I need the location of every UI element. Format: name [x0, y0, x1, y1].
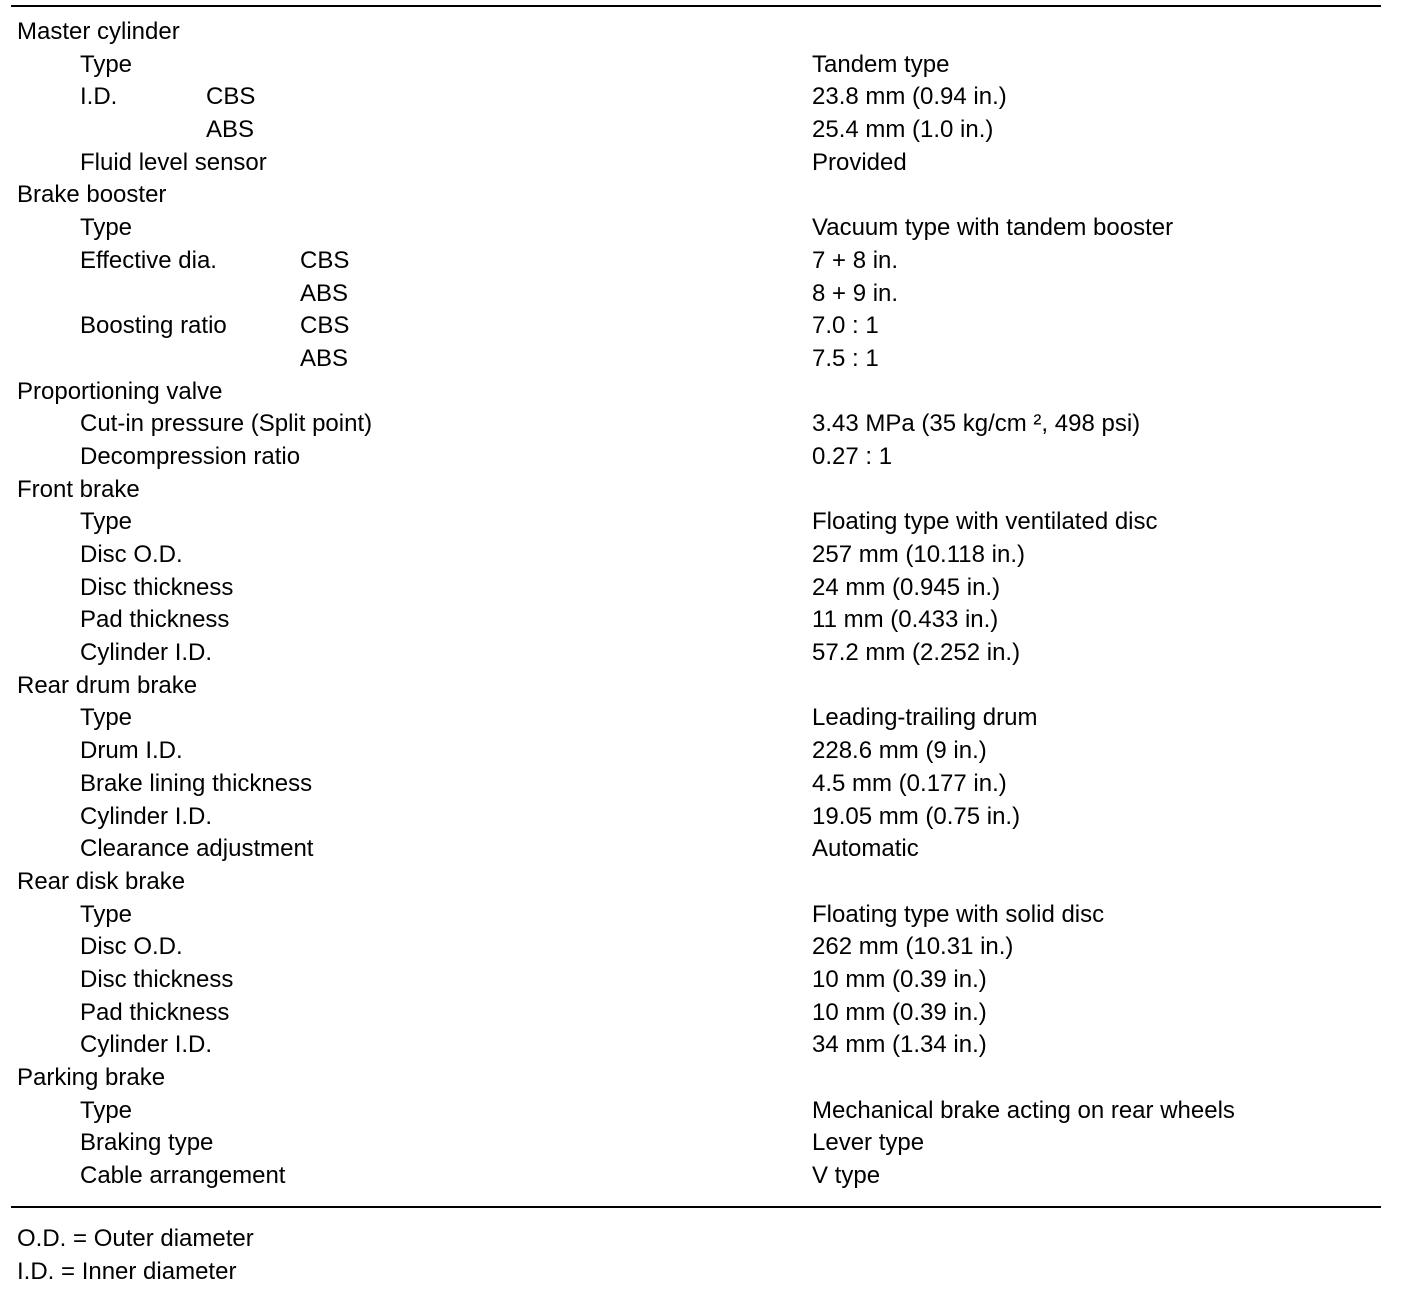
spec-row	[0, 899, 1408, 932]
spec-row	[0, 1160, 1408, 1193]
spec-value: 7 + 8 in.	[812, 246, 899, 274]
spec-row	[0, 278, 1408, 311]
spec-label: Cylinder I.D.	[80, 639, 213, 667]
spec-label: Type	[80, 50, 133, 78]
spec-value: Provided	[812, 148, 907, 176]
spec-label: Pad thickness	[80, 606, 230, 634]
section-header-row	[0, 1062, 1408, 1095]
spec-label: Type	[80, 214, 133, 242]
section-title: Master cylinder	[17, 18, 180, 45]
spec-value: 0.27 : 1	[812, 442, 893, 470]
spec-row	[0, 1095, 1408, 1128]
spec-label: Type	[80, 704, 133, 732]
section-header-row	[0, 670, 1408, 703]
section-header-row	[0, 376, 1408, 409]
spec-label: Disc O.D.	[80, 933, 183, 961]
spec-row	[0, 49, 1408, 82]
spec-label: Cylinder I.D.	[80, 802, 213, 830]
spec-row	[0, 1127, 1408, 1160]
spec-value: Floating type with solid disc	[812, 900, 1105, 928]
abbreviation-note: O.D. = Outer diameter	[17, 1225, 254, 1252]
spec-value: Leading-trailing drum	[812, 704, 1038, 732]
spec-row	[0, 964, 1408, 997]
spec-label: Braking type	[80, 1129, 214, 1157]
spec-variant: ABS	[206, 116, 255, 144]
spec-value: Mechanical brake acting on rear wheels	[812, 1096, 1235, 1124]
spec-label: Drum I.D.	[80, 737, 183, 765]
spec-value: 257 mm (10.118 in.)	[812, 541, 1025, 568]
brake-specification-table	[0, 16, 1408, 1193]
spec-value: 34 mm (1.34 in.)	[812, 1031, 987, 1059]
abbreviation-note: I.D. = Inner diameter	[17, 1258, 237, 1285]
spec-row	[0, 81, 1408, 114]
spec-row	[0, 833, 1408, 866]
spec-variant: CBS	[300, 246, 350, 274]
spec-label: Type	[80, 508, 133, 536]
spec-row	[0, 441, 1408, 474]
spec-value: 19.05 mm (0.75 in.)	[812, 802, 1021, 830]
spec-label: Disc thickness	[80, 573, 234, 601]
bottom-rule	[11, 1206, 1381, 1208]
spec-value: 11 mm (0.433 in.)	[812, 606, 999, 634]
spec-row	[0, 572, 1408, 605]
section-title: Brake booster	[17, 181, 167, 209]
spec-value: 10 mm (0.39 in.)	[812, 965, 987, 993]
spec-label: Pad thickness	[80, 998, 230, 1026]
section-title: Rear disk brake	[17, 867, 186, 895]
spec-value: 4.5 mm (0.177 in.)	[812, 769, 1007, 797]
section-header-row	[0, 866, 1408, 899]
spec-row	[0, 147, 1408, 180]
spec-value: Floating type with ventilated disc	[812, 508, 1158, 536]
section-header-row	[0, 16, 1408, 49]
spec-label: Cylinder I.D.	[80, 1031, 213, 1059]
spec-label: Effective dia.	[80, 246, 217, 274]
spec-label: Type	[80, 900, 133, 928]
spec-label: Type	[80, 1096, 133, 1124]
spec-row	[0, 408, 1408, 441]
section-header-row	[0, 474, 1408, 507]
section-title: Rear drum brake	[17, 671, 198, 699]
spec-row	[0, 768, 1408, 801]
section-title: Proportioning valve	[17, 377, 223, 405]
spec-label: Disc thickness	[80, 965, 234, 993]
spec-variant: ABS	[300, 279, 349, 307]
section-title: Front brake	[17, 475, 140, 503]
spec-label: Disc O.D.	[80, 541, 183, 568]
spec-row	[0, 310, 1408, 343]
spec-row	[0, 637, 1408, 670]
spec-row	[0, 702, 1408, 735]
spec-label: Cable arrangement	[80, 1162, 286, 1190]
spec-value: 7.5 : 1	[812, 344, 879, 372]
spec-value: 3.43 MPa (35 kg/cm ², 498 psi)	[812, 410, 1141, 438]
spec-row	[0, 801, 1408, 834]
spec-value: 8 + 9 in.	[812, 279, 899, 307]
spec-row	[0, 997, 1408, 1030]
spec-value: 57.2 mm (2.252 in.)	[812, 639, 1021, 667]
spec-value: 262 mm (10.31 in.)	[812, 933, 1014, 961]
spec-value: 24 mm (0.945 in.)	[812, 573, 1001, 601]
spec-label: I.D.	[80, 83, 118, 111]
spec-variant: CBS	[206, 83, 256, 111]
spec-value: Vacuum type with tandem booster	[812, 214, 1174, 242]
spec-label: Boosting ratio	[80, 312, 227, 340]
spec-label: Cut-in pressure (Split point)	[80, 410, 373, 438]
spec-value: 228.6 mm (9 in.)	[812, 737, 987, 765]
section-header-row	[0, 179, 1408, 212]
spec-value: 25.4 mm (1.0 in.)	[812, 116, 994, 144]
spec-label: Brake lining thickness	[80, 769, 313, 797]
spec-row	[0, 604, 1408, 637]
spec-label: Clearance adjustment	[80, 835, 314, 863]
spec-value: 7.0 : 1	[812, 312, 879, 340]
spec-variant: ABS	[300, 344, 349, 372]
spec-value: 23.8 mm (0.94 in.)	[812, 83, 1007, 111]
spec-label: Fluid level sensor	[80, 148, 267, 176]
spec-row	[0, 343, 1408, 376]
spec-row	[0, 931, 1408, 964]
spec-value: Automatic	[812, 835, 919, 863]
spec-row	[0, 539, 1408, 572]
spec-row	[0, 735, 1408, 768]
spec-value: 10 mm (0.39 in.)	[812, 998, 987, 1026]
spec-row	[0, 212, 1408, 245]
abbreviation-notes	[0, 1222, 1408, 1288]
spec-variant: CBS	[300, 312, 350, 340]
spec-value: V type	[812, 1162, 881, 1190]
spec-label: Decompression ratio	[80, 442, 301, 470]
top-rule	[11, 5, 1381, 7]
spec-value: Lever type	[812, 1129, 925, 1157]
spec-row	[0, 245, 1408, 278]
spec-row	[0, 1029, 1408, 1062]
section-title: Parking brake	[17, 1064, 166, 1091]
spec-row	[0, 114, 1408, 147]
spec-value: Tandem type	[812, 50, 950, 78]
spec-row	[0, 506, 1408, 539]
